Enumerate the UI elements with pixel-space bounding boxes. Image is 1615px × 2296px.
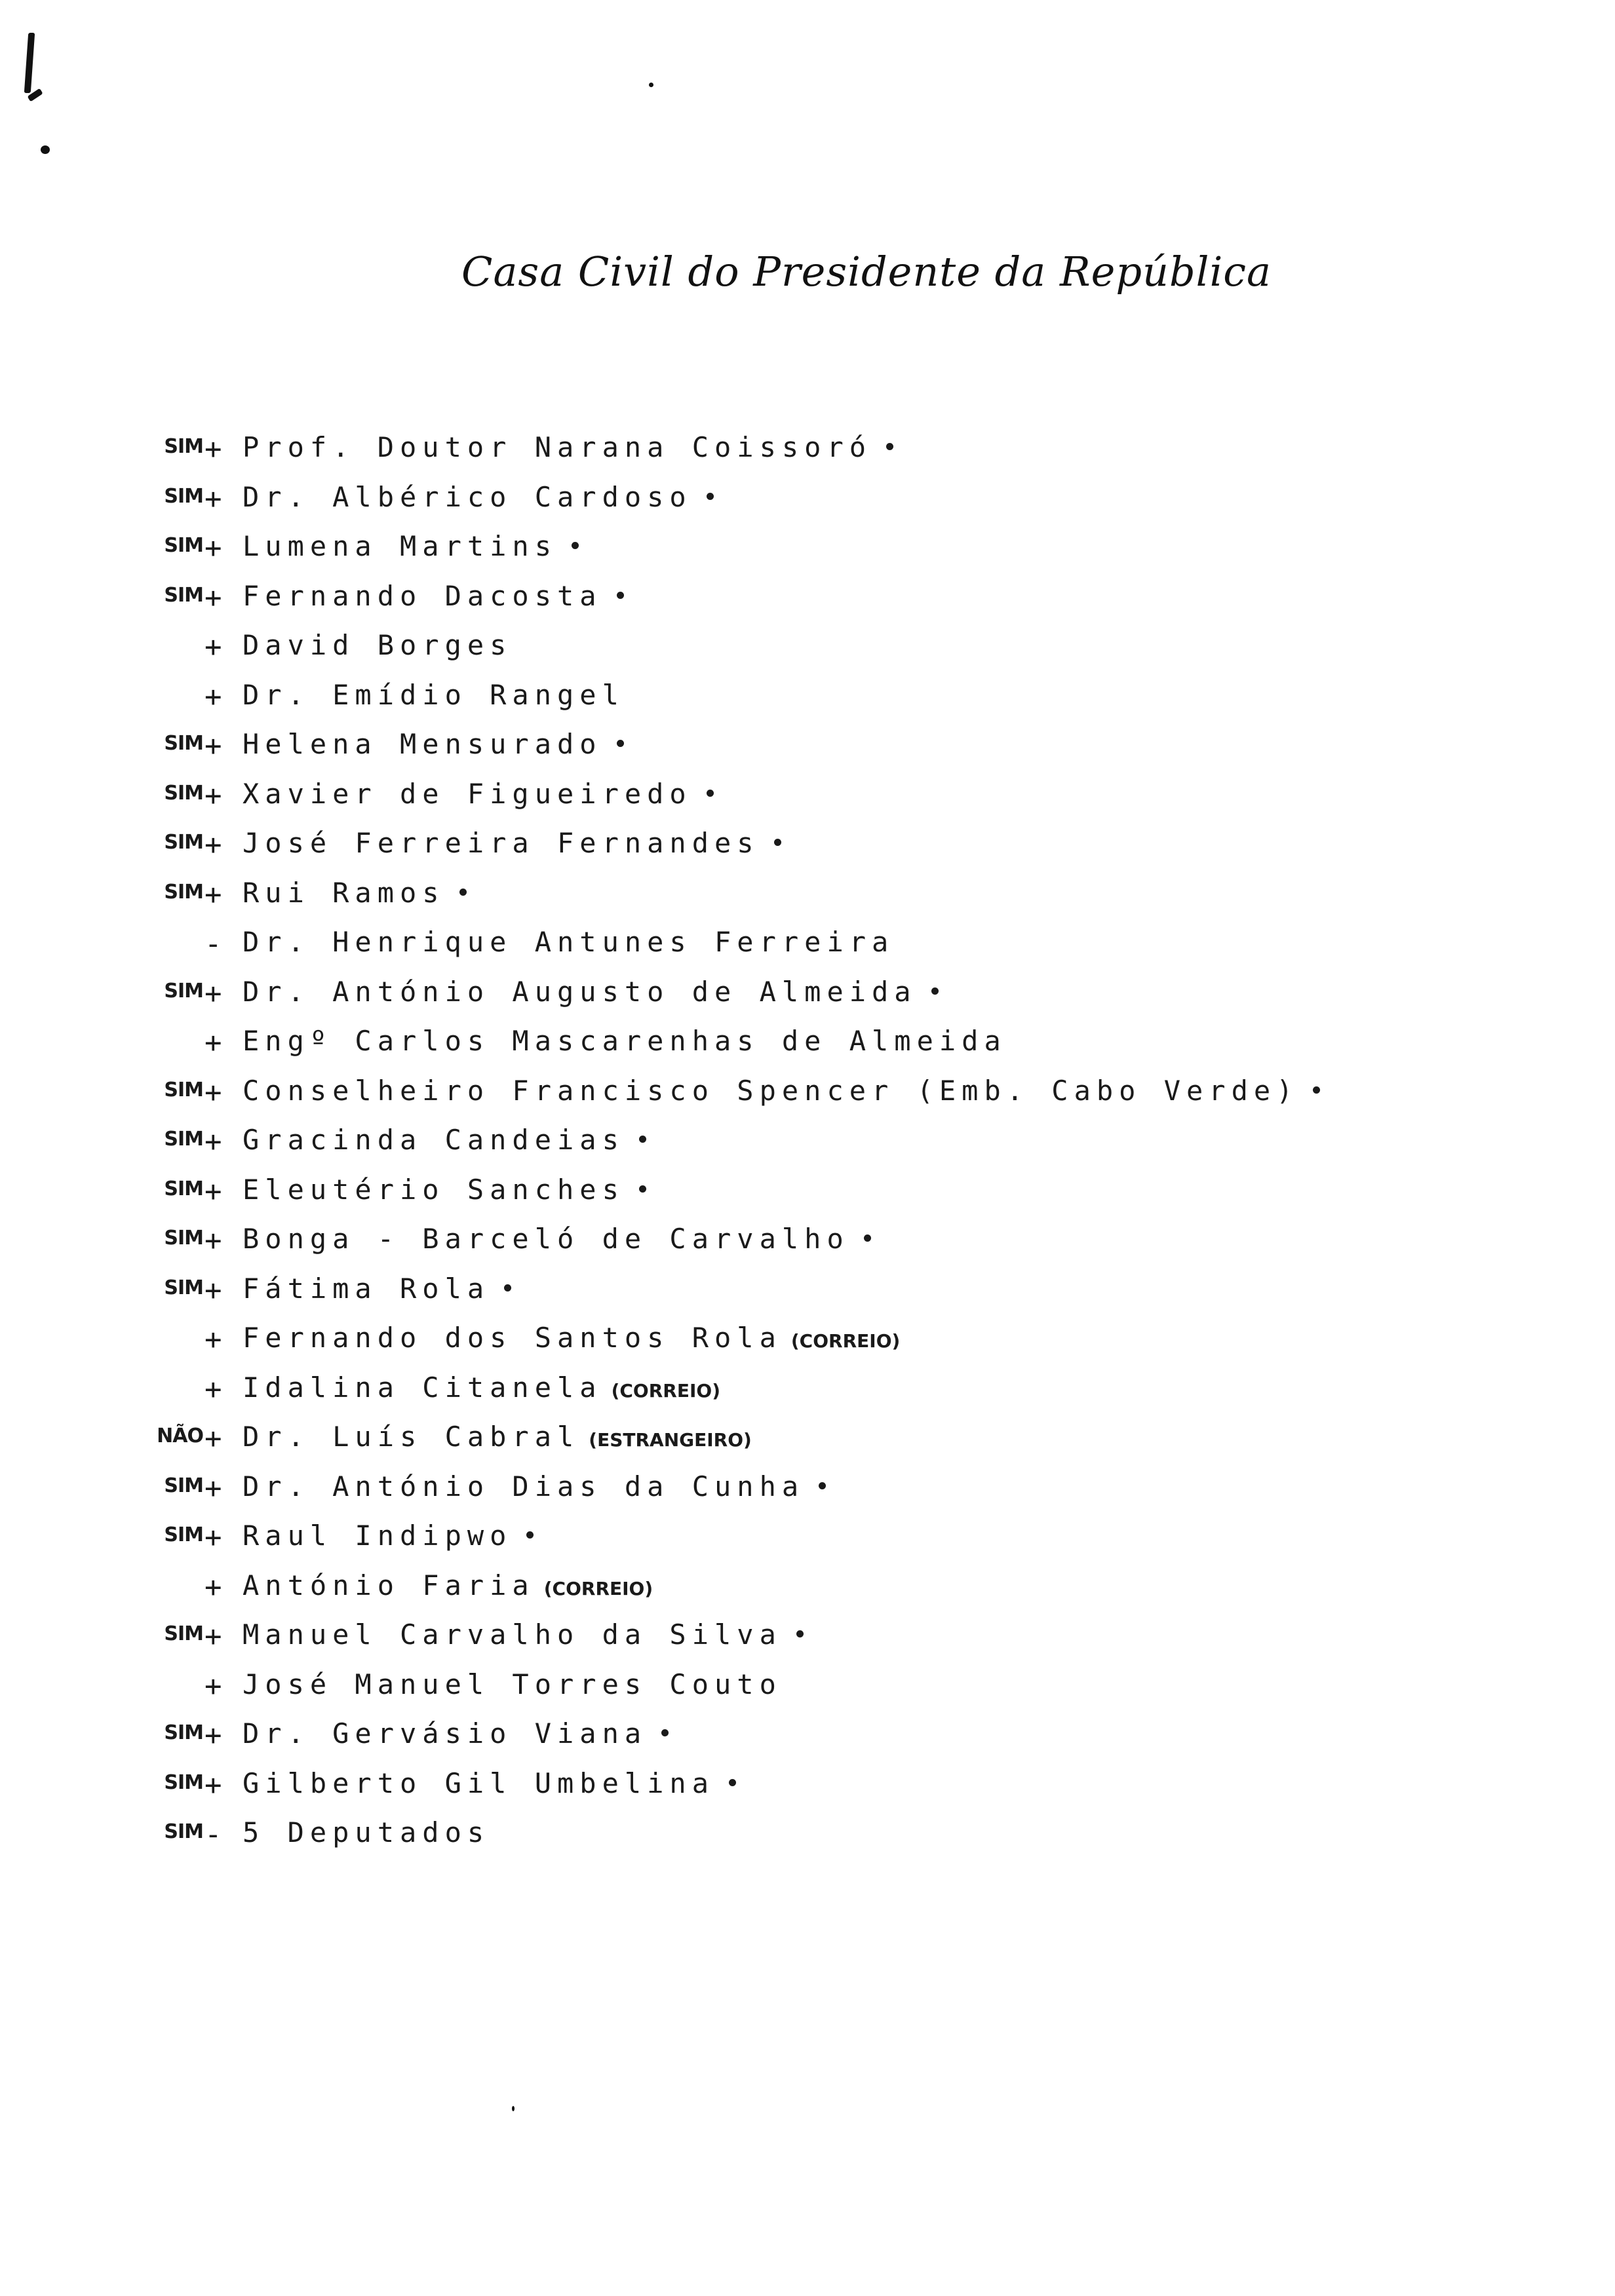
bullet-dot-icon (661, 1729, 669, 1736)
guest-name (243, 1520, 534, 1552)
list-item (0, 870, 1615, 920)
handwritten-note: SIM (164, 831, 203, 854)
list-item (0, 1365, 1615, 1415)
list-item (0, 524, 1615, 573)
guest-name (243, 1124, 646, 1156)
guest-name (243, 728, 624, 760)
bullet-dot-icon (707, 493, 714, 500)
handwritten-note: SIM (164, 1474, 203, 1497)
guest-name-text: Idalina Citanela (243, 1371, 602, 1404)
guest-name-text: Bonga - Barceló de Carvalho (243, 1223, 849, 1255)
guest-name-text: Lumena Martins (243, 530, 558, 562)
handwritten-note: SIM (164, 583, 203, 607)
guest-name (243, 1767, 736, 1799)
list-item (0, 919, 1615, 969)
list-marker: - (204, 927, 222, 961)
scan-speck (649, 83, 653, 87)
bullet-dot-icon (774, 839, 781, 846)
guest-name-text: Dr. António Dias da Cunha (243, 1470, 805, 1502)
list-marker: + (204, 1422, 222, 1455)
guest-name-text: Dr. Henrique Antunes Ferreira (243, 926, 895, 958)
bullet-dot-icon (707, 790, 714, 797)
letterhead: Casa Civil do Presidente da República (461, 248, 1272, 296)
guest-name-text: Dr. Gervásio Viana (243, 1717, 648, 1750)
guest-name (243, 1272, 511, 1305)
guest-name (243, 877, 467, 909)
list-marker: + (204, 1372, 222, 1406)
list-item (0, 622, 1615, 672)
handwritten-annotation: (CORREIO) (790, 1330, 901, 1352)
handwritten-note: SIM (164, 1622, 203, 1645)
handwritten-note: NÃO (157, 1425, 203, 1447)
guest-name (243, 827, 781, 859)
handwritten-note: SIM (164, 534, 203, 557)
guest-name-text: Gilberto Gil Umbelina (243, 1767, 715, 1799)
list-marker: + (204, 778, 222, 813)
guest-name-text: Gracinda Candeias (243, 1124, 625, 1156)
guest-name-text: Fátima Rola (243, 1272, 490, 1305)
handwritten-annotation: (CORREIO) (611, 1379, 720, 1402)
list-item (0, 1563, 1615, 1613)
bullet-dot-icon (819, 1482, 826, 1489)
list-item (0, 1216, 1615, 1266)
bullet-dot-icon (617, 592, 624, 599)
handwritten-note: SIM (164, 484, 203, 508)
bullet-dot-icon (572, 542, 579, 549)
guest-name-text: Rui Ramos (243, 876, 445, 909)
guest-name-text: Dr. Emídio Rangel (243, 678, 625, 711)
list-item (0, 1315, 1615, 1365)
handwritten-note: SIM (164, 732, 203, 755)
guest-name-text: José Ferreira Fernandes (243, 827, 760, 859)
list-marker: + (204, 482, 222, 516)
bullet-dot-icon (617, 740, 624, 747)
list-item (0, 721, 1615, 771)
guest-name (243, 580, 624, 612)
list-item (0, 771, 1615, 821)
handwritten-note: SIM (164, 435, 203, 458)
list-item (0, 1018, 1615, 1068)
list-marker: + (204, 1768, 222, 1802)
bullet-dot-icon (504, 1284, 511, 1292)
list-marker: + (204, 1125, 222, 1158)
guest-name (243, 926, 894, 958)
list-marker: + (204, 1323, 222, 1356)
bullet-dot-icon (1313, 1086, 1320, 1094)
list-marker: + (204, 630, 222, 664)
scan-speck (512, 2106, 515, 2111)
list-marker: + (204, 432, 222, 466)
list-item (0, 1167, 1615, 1217)
list-item (0, 1068, 1615, 1118)
guest-name-text: Engº Carlos Mascarenhas de Almeida (243, 1025, 1007, 1057)
guest-name (243, 1717, 669, 1750)
handwritten-note: SIM (164, 1770, 203, 1794)
handwritten-note: SIM (164, 1078, 203, 1101)
guest-name-text: Conselheiro Francisco Spencer (Emb. Cabo Verde) (243, 1074, 1299, 1107)
guest-name (243, 679, 625, 711)
guest-name-text: António Faria (243, 1569, 535, 1601)
guest-name-text: Fernando dos Santos Rola (243, 1322, 782, 1354)
bullet-dot-icon (864, 1234, 871, 1242)
guest-name-text: Eleutério Sanches (243, 1173, 625, 1206)
list-marker: + (204, 1669, 222, 1703)
guest-name (243, 1421, 752, 1453)
guest-name (243, 431, 893, 463)
guest-name (243, 1816, 490, 1848)
guest-name (243, 1668, 782, 1700)
bullet-dot-icon (459, 889, 467, 896)
bullet-dot-icon (526, 1531, 534, 1539)
handwritten-note: SIM (164, 1177, 203, 1200)
guest-name (243, 1371, 720, 1404)
guest-name-text: Fernando Dacosta (243, 579, 602, 612)
handwritten-note: SIM (164, 1227, 203, 1250)
list-marker: + (204, 877, 222, 911)
list-marker: + (204, 531, 222, 565)
scan-speck (41, 145, 50, 154)
list-item (0, 474, 1615, 524)
list-item (0, 1513, 1615, 1563)
handwritten-annotation: (CORREIO) (543, 1577, 653, 1599)
list-marker: + (204, 729, 222, 763)
handwritten-note: SIM (164, 979, 203, 1003)
list-marker: + (204, 1521, 222, 1554)
bullet-dot-icon (729, 1779, 736, 1786)
list-item (0, 1464, 1615, 1514)
guest-name-text: José Manuel Torres Couto (243, 1668, 782, 1700)
list-item (0, 1612, 1615, 1662)
list-marker: + (204, 828, 222, 862)
list-marker: - (204, 1818, 222, 1851)
guest-name-text: Manuel Carvalho da Silva (243, 1618, 782, 1651)
guest-name (243, 1174, 646, 1206)
guest-name (243, 629, 512, 661)
guest-name (243, 1470, 826, 1502)
guest-name (243, 1322, 900, 1354)
handwritten-note: SIM (164, 781, 203, 805)
list-marker: + (204, 976, 222, 1010)
scan-mark (24, 33, 35, 93)
bullet-dot-icon (931, 987, 939, 995)
list-item (0, 672, 1615, 722)
handwritten-note: SIM (164, 1721, 203, 1744)
list-marker: + (204, 1620, 222, 1653)
guest-name (243, 1223, 871, 1255)
guest-name-text: Helena Mensurado (243, 728, 602, 760)
guest-name (243, 1569, 653, 1601)
handwritten-note: SIM (164, 1523, 203, 1546)
list-item (0, 1761, 1615, 1810)
list-marker: + (204, 1174, 222, 1208)
list-item (0, 1117, 1615, 1167)
list-marker: + (204, 1224, 222, 1257)
guest-name (243, 778, 714, 810)
list-item (0, 425, 1615, 474)
guest-name-text: David Borges (243, 629, 513, 661)
bullet-dot-icon (639, 1136, 646, 1143)
handwritten-note: SIM (164, 1276, 203, 1299)
guest-name (243, 1075, 1320, 1107)
guest-name-text: Prof. Doutor Narana Coissoró (243, 431, 872, 463)
guest-name (243, 1618, 804, 1651)
bullet-dot-icon (639, 1185, 646, 1193)
handwritten-annotation: (ESTRANGEIRO) (589, 1429, 752, 1451)
bullet-dot-icon (886, 443, 893, 450)
list-marker: + (204, 1026, 222, 1060)
guest-name-text: 5 Deputados (243, 1816, 490, 1848)
list-item (0, 1414, 1615, 1464)
list-item (0, 969, 1615, 1019)
guest-name (243, 530, 579, 562)
list-item (0, 1711, 1615, 1761)
list-marker: + (204, 1273, 222, 1307)
guest-name-text: Dr. Albérico Cardoso (243, 480, 692, 513)
guest-name-text: Dr. Luís Cabral (243, 1421, 580, 1453)
guest-name-text: Xavier de Figueiredo (243, 777, 692, 810)
list-marker: + (204, 1570, 222, 1604)
handwritten-note: SIM (164, 1820, 203, 1843)
guest-list (0, 425, 1615, 1860)
guest-name-text: Raul Indipwo (243, 1520, 513, 1552)
list-item (0, 820, 1615, 870)
list-marker: + (204, 1719, 222, 1752)
list-item (0, 1662, 1615, 1712)
bullet-dot-icon (796, 1630, 804, 1637)
handwritten-note: SIM (164, 880, 203, 904)
list-marker: + (204, 1471, 222, 1505)
guest-name (243, 481, 714, 513)
handwritten-note: SIM (164, 1128, 203, 1151)
list-marker: + (204, 679, 222, 714)
guest-name-text: Dr. António Augusto de Almeida (243, 975, 917, 1008)
list-item (0, 1266, 1615, 1316)
guest-name (243, 1025, 1007, 1057)
guest-name (243, 976, 939, 1008)
list-item (0, 1810, 1615, 1860)
list-marker: + (204, 581, 222, 615)
list-item (0, 573, 1615, 623)
list-marker: + (204, 1075, 222, 1109)
